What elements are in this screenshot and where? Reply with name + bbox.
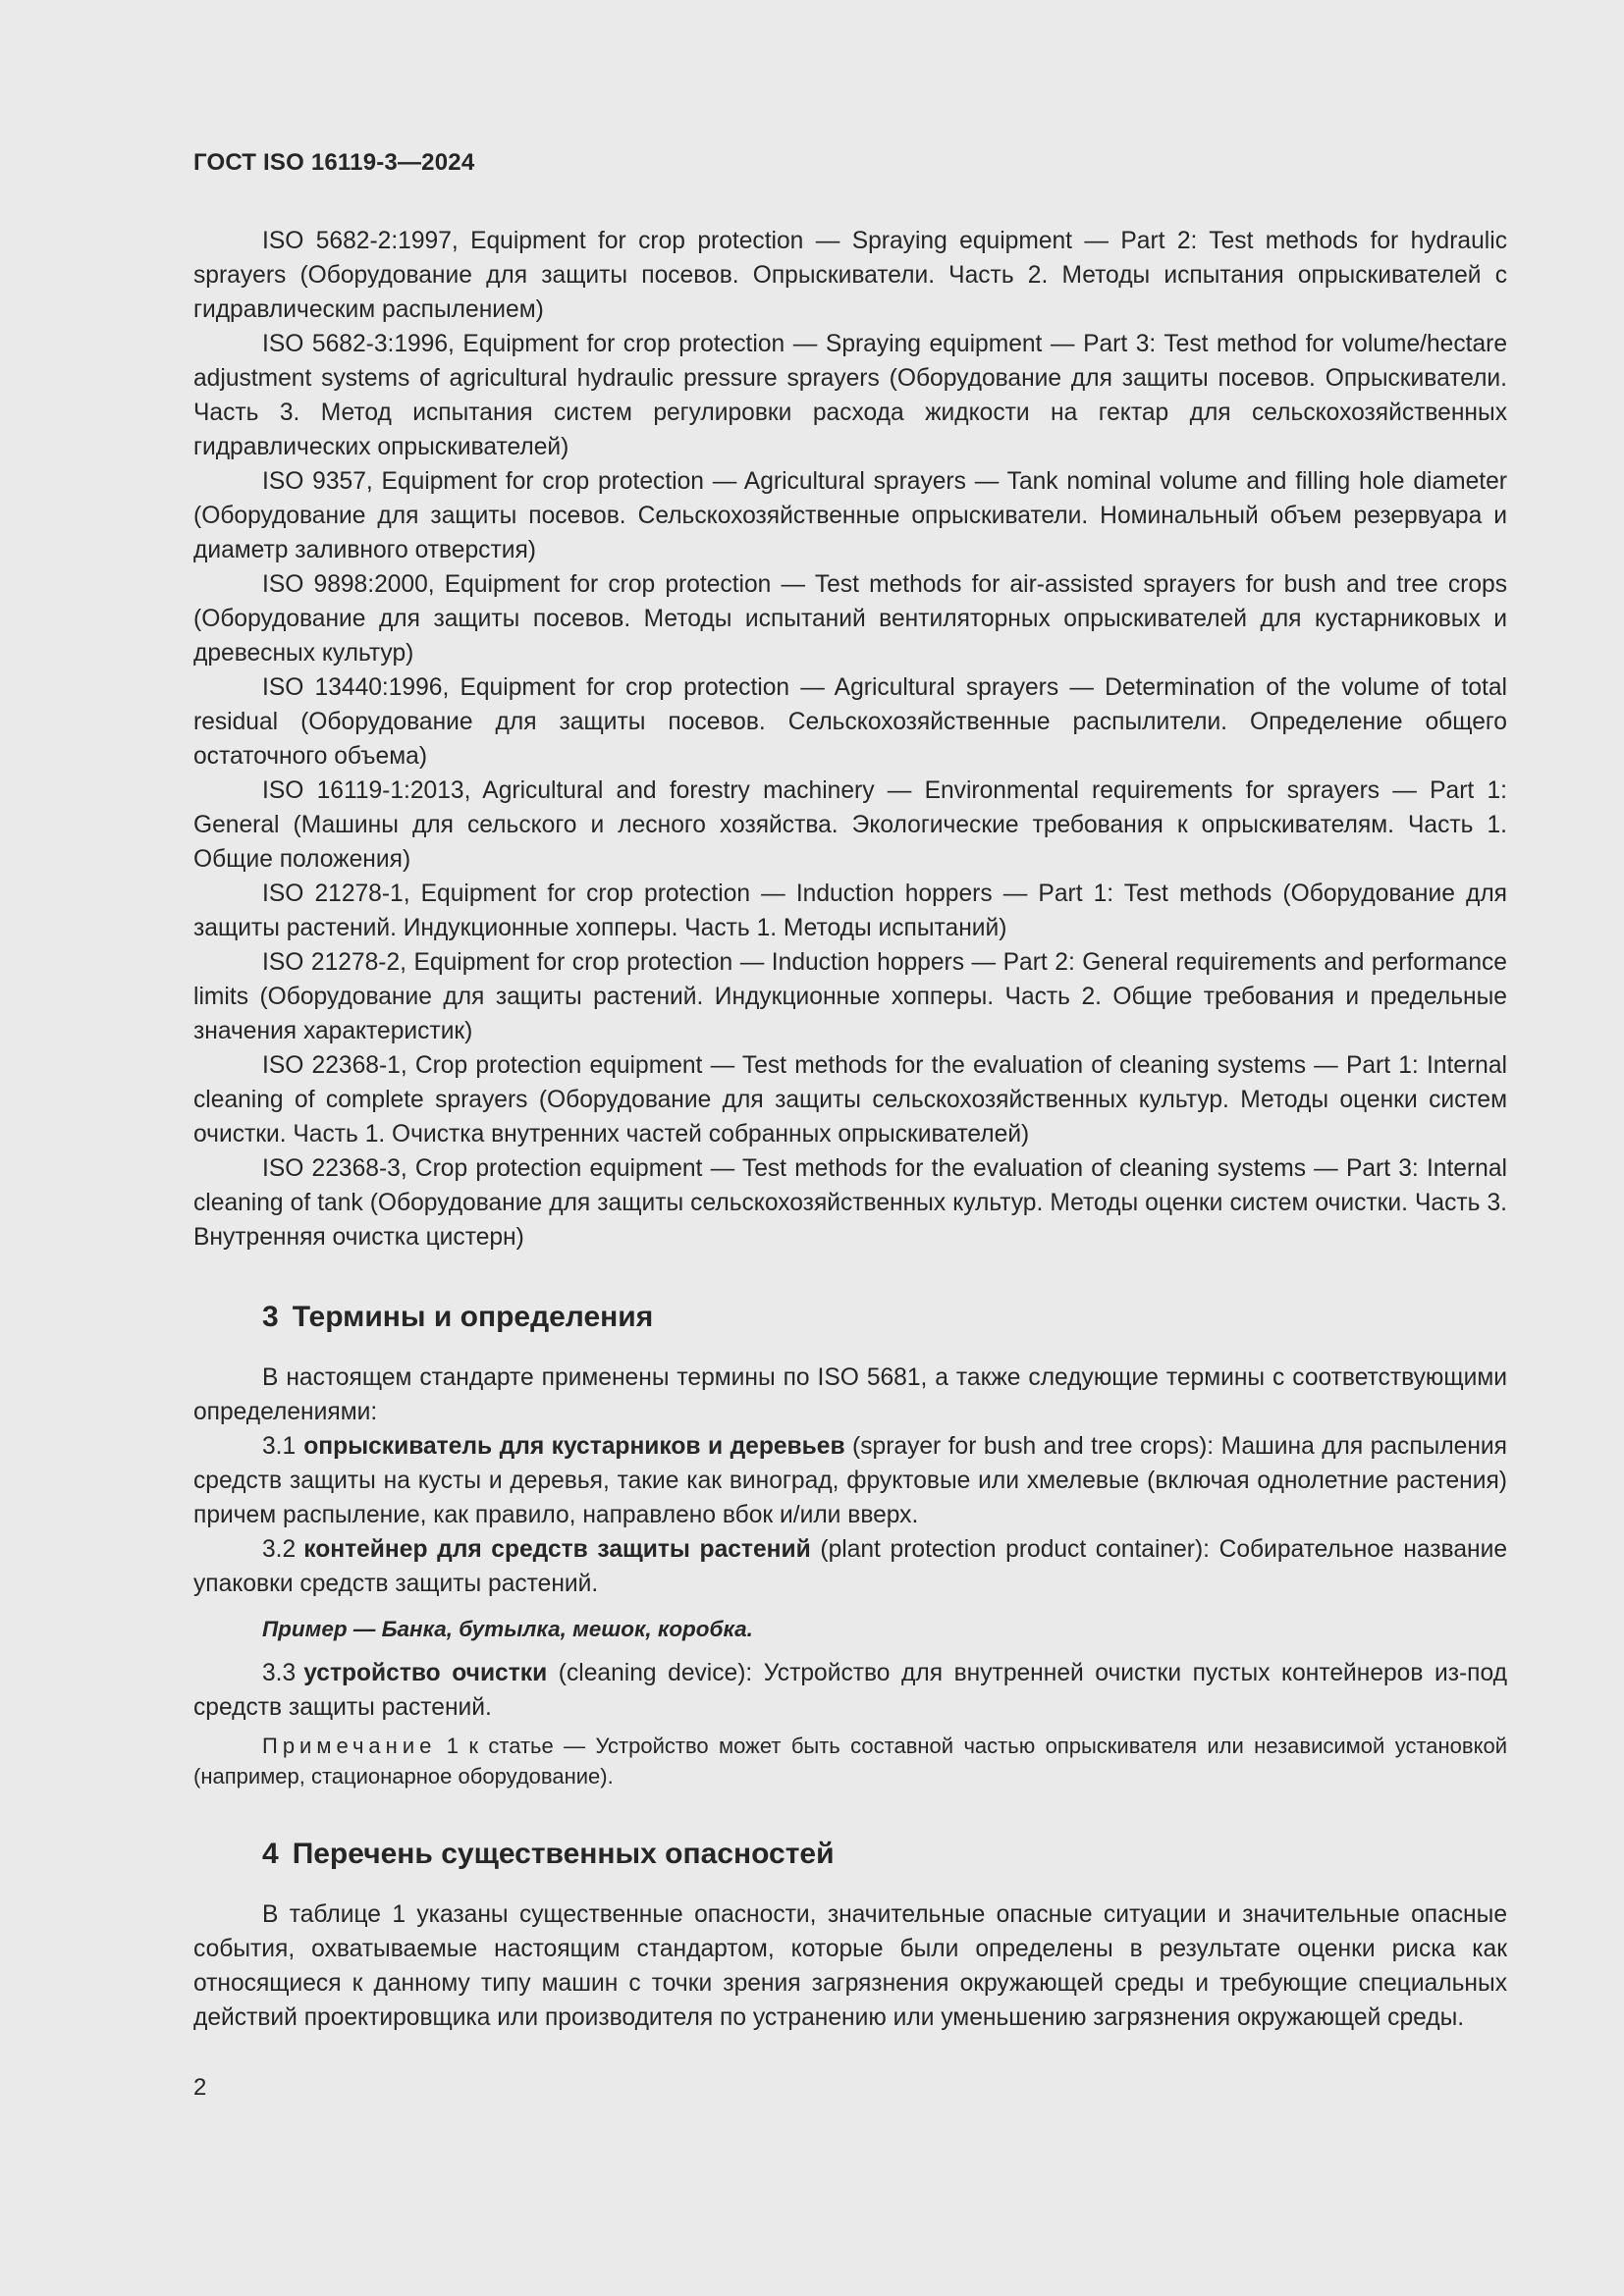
- term-3-2: [193, 1532, 1507, 1601]
- section-3-intro: В настоящем стандарте применены термины по ISO 5681, а также следующие термины с соответствующими определениями:: [193, 1364, 1507, 1425]
- reference-item: ISO 22368-3, Crop protection equipment — Test methods for the evaluation of cleaning systems — Part 3: Internal cleaning of tank (Оборудование для защиты сельскохозяйственных культур. Методы оценки систем очистки. Часть 3. Внутренняя очистка цистерн): [193, 1155, 1507, 1251]
- reference-item: ISO 21278-2, Equipment for crop protection — Induction hoppers — Part 2: General requirements and performance limits (Оборудование для защиты растений. Индукционные хопперы. Часть 2. Общие требования и предельные значения характеристик): [193, 949, 1507, 1044]
- term-3-1: [193, 1429, 1507, 1532]
- page-content: [193, 224, 1507, 2035]
- normative-references-list: [193, 224, 1507, 1255]
- reference-item: ISO 21278-1, Equipment for crop protection — Induction hoppers — Part 1: Test methods (Оборудование для защиты растений. Индукционные хопперы. Часть 1. Методы испытаний): [193, 881, 1507, 941]
- reference-item: ISO 9357, Equipment for crop protection — Agricultural sprayers — Tank nominal volume and filling hole diameter (Оборудование для защиты посевов. Сельскохозяйственные опрыскиватели. Номинальный объем резервуара и диаметр заливного отверстия): [193, 468, 1507, 563]
- term-definition: (sprayer for bush and tree crops): Машина для распыления средств защиты на кусты и деревья, такие как виноград, фруктовые или хмелевые (включая однолетние растения) причем распыление, как правило, направлено вбок и/или вверх.: [193, 1433, 1507, 1528]
- section-3-heading: [262, 1298, 1507, 1337]
- section-4-heading: [262, 1835, 1507, 1874]
- section-number: 4: [262, 1838, 279, 1870]
- section-4-body: В таблице 1 указаны существенные опасности, значительные опасные ситуации и значительные опасные события, охватываемые настоящим стандартом, которые были определены в результате оценки риска как относящиеся к данному типу машин с точки зрения загрязнения окружающей среды и требующие специальных действий проектировщика или производителя по устранению или уменьшению загрязнения окружающей среды.: [193, 1901, 1507, 2031]
- term-name: контейнер для средств защиты растений: [303, 1536, 811, 1563]
- reference-item: ISO 22368-1, Crop protection equipment — Test methods for the evaluation of cleaning systems — Part 1: Internal cleaning of complete sprayers (Оборудование для защиты сельскохозяйственных культур. Методы оценки систем очистки. Часть 1. Очистка внутренних частей собранных опрыскивателей): [193, 1052, 1507, 1148]
- reference-item: ISO 16119-1:2013, Agricultural and forestry machinery — Environmental requirements for sprayers — Part 1: General (Машины для сельского и лесного хозяйства. Экологические требования к опрыскивателям. Часть 1. Общие положения): [193, 777, 1507, 873]
- reference-item: ISO 5682-3:1996, Equipment for crop protection — Spraying equipment — Part 3: Test method for volume/hectare adjustment systems of agricultural hydraulic pressure sprayers (Оборудование для защиты посевов. Опрыскиватели. Часть 3. Метод испытания систем регулировки расхода жидкости на гектар для сельскохозяйственных гидравлических опрыскивателей): [193, 331, 1507, 460]
- section-title: Перечень существенных опасностей: [292, 1838, 835, 1870]
- term-definition: (plant protection product container): Собирательное название упаковки средств защиты растений.: [193, 1536, 1507, 1597]
- section-number: 3: [262, 1301, 279, 1333]
- reference-item: ISO 9898:2000, Equipment for crop protection — Test methods for air-assisted sprayers for bush and tree crops (Оборудование для защиты посевов. Методы испытаний вентиляторных опрыскивателей для кустарниковых и древесных культур): [193, 571, 1507, 667]
- reference-item: ISO 5682-2:1997, Equipment for crop protection — Spraying equipment — Part 2: Test methods for hydraulic sprayers (Оборудование для защиты посевов. Опрыскиватели. Часть 2. Методы испытания опрыскивателей с гидравлическим распылением): [193, 228, 1507, 323]
- section-title: Термины и определения: [292, 1301, 654, 1333]
- page-number: 2: [193, 2074, 207, 2101]
- term-definition: (cleaning device): Устройство для внутренней очистки пустых контейнеров из-под средств защиты растений.: [193, 1660, 1507, 1721]
- reference-item: ISO 13440:1996, Equipment for crop protection — Agricultural sprayers — Determination of the volume of total residual (Оборудование для защиты посевов. Сельскохозяйственные распылители. Определение общего остаточного объема): [193, 674, 1507, 770]
- note-text: 1 к статье — Устройство может быть составной частью опрыскивателя или независимой установкой (например, стационарное оборудование).: [193, 1734, 1507, 1789]
- term-number: 3.2: [262, 1536, 297, 1563]
- note-label: Примечание: [262, 1734, 437, 1758]
- term-note: [193, 1731, 1507, 1791]
- term-number: 3.3: [262, 1660, 297, 1686]
- term-3-3: [193, 1656, 1507, 1725]
- term-name: устройство очистки: [303, 1660, 548, 1686]
- term-number: 3.1: [262, 1433, 297, 1460]
- document-header: ГОСТ ISO 16119-3—2024: [193, 149, 475, 176]
- term-example: Пример — Банка, бутылка, мешок, коробка.: [262, 1617, 753, 1641]
- term-name: опрыскиватель для кустарников и деревьев: [303, 1433, 845, 1460]
